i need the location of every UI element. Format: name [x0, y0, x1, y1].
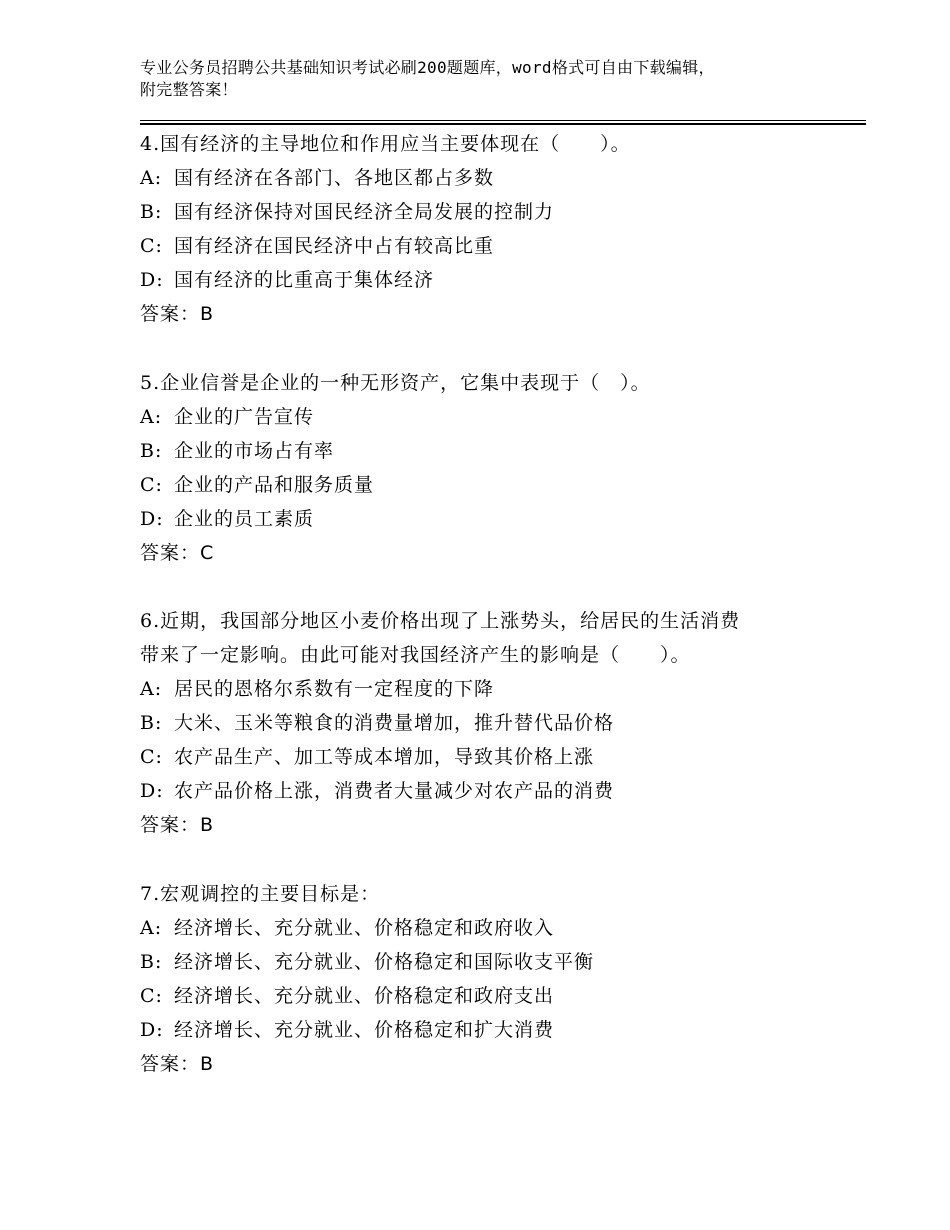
answer-line: 答案：B [140, 814, 215, 836]
option-letter: C: [140, 235, 163, 257]
question-7 [140, 877, 866, 1081]
option-d [140, 263, 866, 297]
option-letter: A: [140, 167, 163, 189]
option-d [140, 1013, 866, 1047]
option-text: 经济增长、充分就业、价格稳定和政府收入 [174, 917, 555, 939]
option-letter: D: [140, 508, 164, 530]
option-letter: B: [140, 712, 163, 734]
answer-line: 答案：C [140, 542, 215, 564]
option-letter: D: [140, 780, 164, 802]
option-letter: C: [140, 985, 163, 1007]
option-letter: B: [140, 440, 163, 462]
option-a [140, 161, 866, 195]
option-letter: C: [140, 474, 163, 496]
option-text: 大米、玉米等粮食的消费量增加，推升替代品价格 [174, 712, 615, 734]
option-text: 企业的市场占有率 [174, 440, 335, 462]
option-text: 企业的产品和服务质量 [174, 474, 375, 496]
option-letter: A: [140, 917, 163, 939]
answer-line: 答案：B [140, 1053, 215, 1075]
option-text: 国有经济保持对国民经济全局发展的控制力 [174, 201, 555, 223]
option-a [140, 911, 866, 945]
question-stem: 6.近期，我国部分地区小麦价格出现了上涨势头，给居民的生活消费 [140, 610, 741, 632]
question-stem-continued: 带来了一定影响。由此可能对我国经济产生的影响是（ ）。 [140, 644, 691, 666]
question-stem: 7.宏观调控的主要目标是： [140, 883, 381, 905]
header-line-2: 附完整答案！ [140, 80, 238, 99]
option-letter: C: [140, 746, 163, 768]
option-b [140, 945, 866, 979]
question-6 [140, 604, 866, 842]
document-header [140, 57, 820, 101]
answer-line: 答案：B [140, 303, 215, 325]
option-text: 农产品生产、加工等成本增加，导致其价格上涨 [174, 746, 595, 768]
option-b [140, 706, 866, 740]
option-text: 经济增长、充分就业、价格稳定和政府支出 [174, 985, 555, 1007]
option-text: 企业的员工素质 [174, 508, 315, 530]
header-line-1: 专业公务员招聘公共基础知识考试必刷200题题库，word格式可自由下载编辑， [140, 58, 715, 77]
question-5 [140, 366, 866, 570]
option-text: 农产品价格上涨，消费者大量减少对农产品的消费 [174, 780, 615, 802]
option-letter: B: [140, 201, 163, 223]
option-d [140, 502, 866, 536]
option-text: 企业的广告宣传 [174, 406, 315, 428]
option-b [140, 195, 866, 229]
header-divider-thick [140, 123, 866, 125]
header-divider-thin [140, 120, 866, 121]
option-text: 国有经济的比重高于集体经济 [174, 269, 435, 291]
option-letter: D: [140, 1019, 164, 1041]
option-letter: B: [140, 951, 163, 973]
option-a [140, 400, 866, 434]
option-text: 国有经济在各部门、各地区都占多数 [174, 167, 495, 189]
option-text: 经济增长、充分就业、价格稳定和扩大消费 [174, 1019, 555, 1041]
option-letter: A: [140, 678, 163, 700]
question-stem: 5.企业信誉是企业的一种无形资产，它集中表现于（ ）。 [140, 372, 651, 394]
option-text: 居民的恩格尔系数有一定程度的下降 [174, 678, 495, 700]
question-stem: 4.国有经济的主导地位和作用应当主要体现在（ ）。 [140, 133, 631, 155]
option-c [140, 979, 866, 1013]
option-d [140, 774, 866, 808]
option-b [140, 434, 866, 468]
option-c [140, 740, 866, 774]
option-a [140, 672, 866, 706]
option-letter: D: [140, 269, 164, 291]
option-text: 经济增长、充分就业、价格稳定和国际收支平衡 [174, 951, 595, 973]
question-4 [140, 127, 866, 331]
option-letter: A: [140, 406, 163, 428]
option-text: 国有经济在国民经济中占有较高比重 [174, 235, 495, 257]
option-c [140, 229, 866, 263]
option-c [140, 468, 866, 502]
